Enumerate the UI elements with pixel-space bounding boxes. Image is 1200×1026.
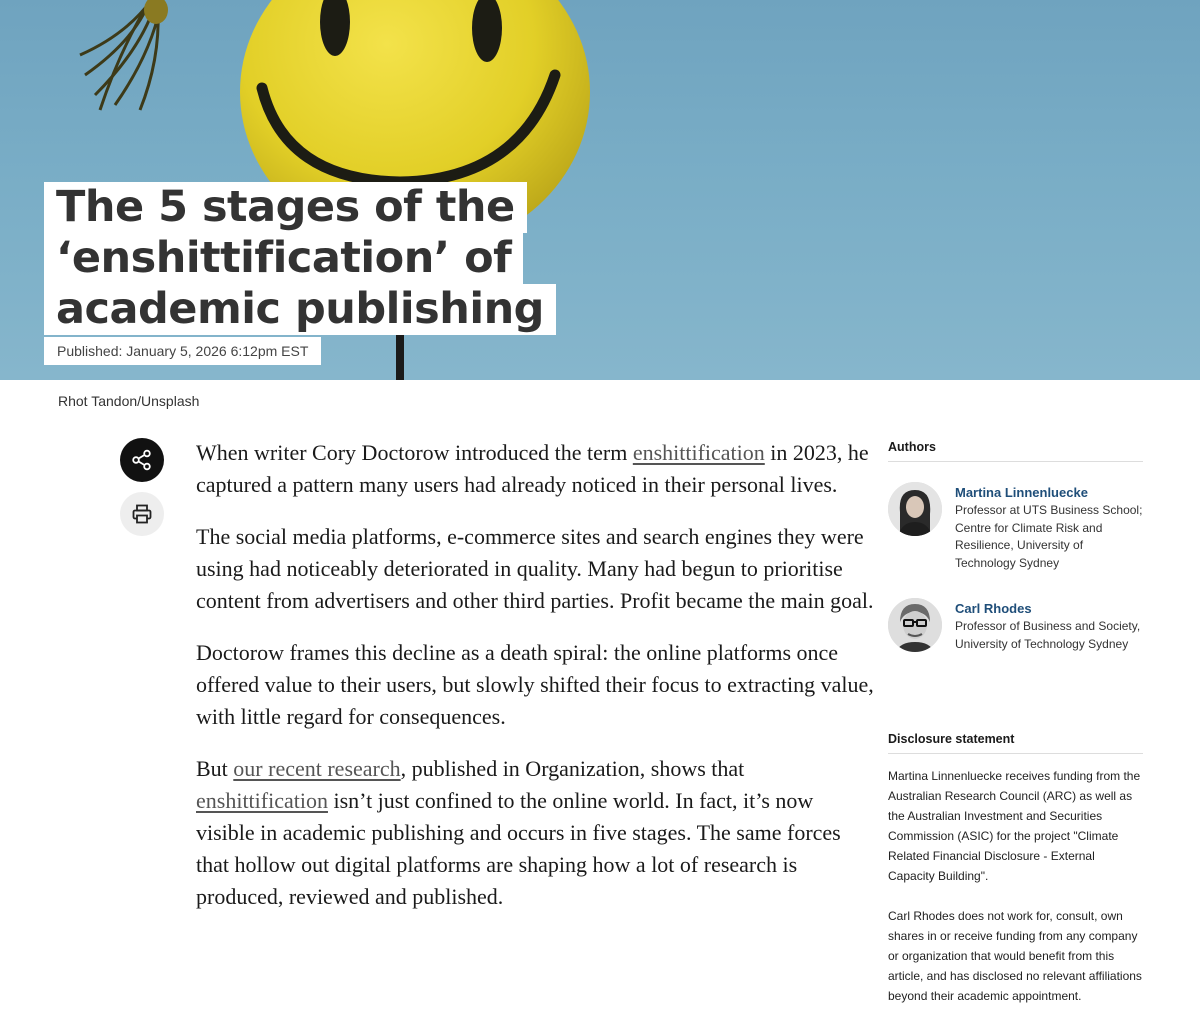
article-title-line-1: The 5 stages of the	[44, 182, 527, 233]
author-name-link[interactable]: Martina Linnenluecke	[955, 485, 1088, 500]
disclosure-paragraph: Carl Rhodes does not work for, consult, own shares in or receive funding from any company or organization that would benefit from this article, and has disclosed no relevant affiliations beyond their academic appointment.	[888, 909, 1142, 1003]
avatar-photo-icon	[888, 482, 942, 536]
article-body	[196, 437, 876, 933]
enshittification-link[interactable]: enshittification	[632, 440, 765, 465]
author-avatar-rhodes[interactable]	[888, 598, 942, 652]
paragraph-text: in 2023, he captured a pattern many users had already noticed in their personal lives.	[196, 440, 869, 497]
title-block	[44, 182, 556, 365]
paragraph-2: The social media platforms, e-commerce sites and search engines they were using had noticeably deteriorated in quality. Many had begun to prioritise content from advertisers and other third parties. Profit became the main goal.	[196, 524, 874, 613]
author-card	[888, 482, 1143, 598]
image-credit: Rhot Tandon/Unsplash	[58, 393, 200, 409]
paragraph-text: isn’t just confined to the online world. In fact, it’s now visible in academic publishing and occurs in five stages. The same forces that hollow out digital platforms are shaping how a lot of research is produced, reviewed and published.	[196, 788, 841, 909]
article-title-line-2: ‘enshittification’ of	[44, 233, 523, 284]
paragraph-text: When writer Cory Doctorow introduced the term	[196, 440, 633, 465]
author-info	[955, 485, 1145, 572]
author-role: Professor at UTS Business School; Centre for Climate Risk and Resilience, University of Technology Sydney	[955, 503, 1143, 570]
share-icon	[131, 449, 153, 471]
disclosure-text	[888, 766, 1143, 1006]
author-card	[888, 598, 1143, 714]
sidebar	[888, 440, 1143, 1026]
disclosure-paragraph: Martina Linnenluecke receives funding from the Australian Research Council (ARC) as well as the Australian Investment and Securities Commission (ASIC) for the project "Climate Related Financial Disclosure - External Capacity Building".	[888, 769, 1141, 883]
author-avatar-linnenluecke[interactable]	[888, 482, 942, 536]
recent-research-link[interactable]: our recent research	[233, 756, 401, 781]
author-role: Professor of Business and Society, University of Technology Sydney	[955, 619, 1141, 651]
published-date: Published: January 5, 2026 6:12pm EST	[44, 337, 321, 365]
author-name-link[interactable]: Carl Rhodes	[955, 601, 1032, 616]
paragraph-text: But	[196, 756, 234, 781]
paragraph-text: , published in Organization, shows that	[400, 756, 745, 781]
avatar-photo-icon	[888, 598, 942, 652]
authors-heading: Authors	[888, 440, 1143, 462]
disclosure-section	[888, 732, 1143, 1006]
printer-icon	[131, 503, 153, 525]
share-button[interactable]	[120, 438, 164, 482]
author-info	[955, 601, 1145, 653]
print-button[interactable]	[120, 492, 164, 536]
disclosure-heading: Disclosure statement	[888, 732, 1143, 754]
hero-image	[0, 0, 1200, 380]
enshittification-link-2[interactable]: enshittification	[196, 788, 328, 813]
article-title-line-3: academic publishing	[44, 284, 556, 335]
paragraph-4	[196, 753, 876, 913]
paragraph-3: Doctorow frames this decline as a death spiral: the online platforms once offered value to their users, but slowly shifted their focus to extracting value, with little regard for consequences.	[196, 640, 874, 729]
paragraph-1	[196, 437, 876, 501]
